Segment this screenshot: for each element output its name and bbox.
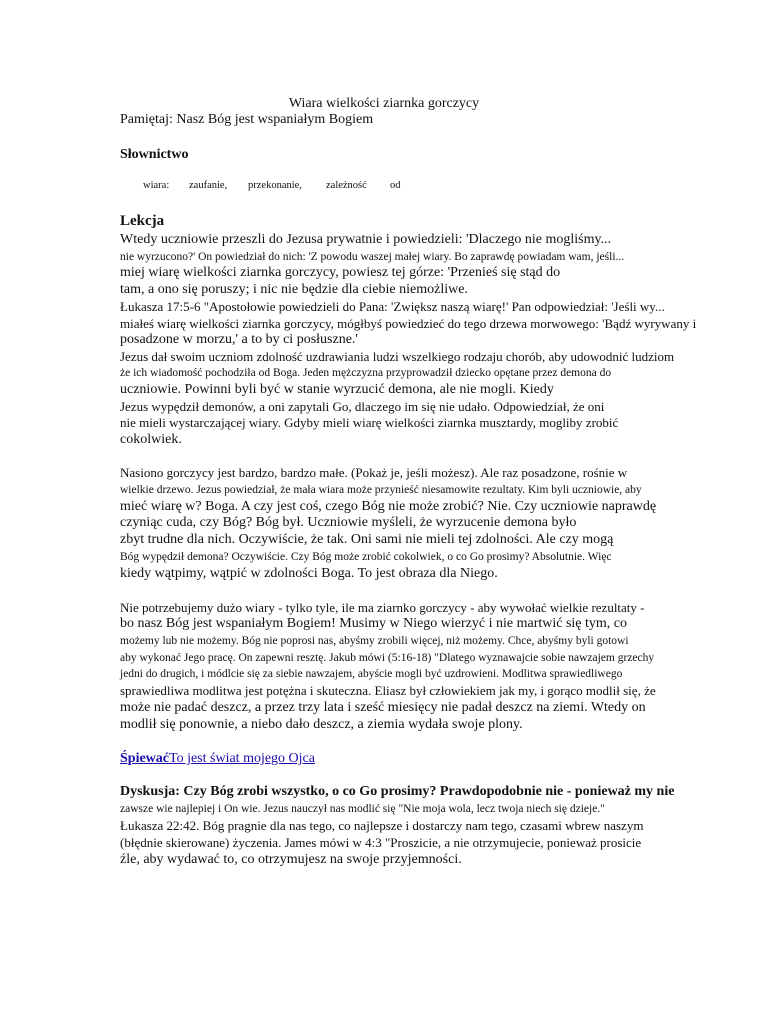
paragraph-line: możemy lub nie możemy. Bóg nie poprosi nas, abyśmy zrobili więcej, niż możemy. Chce, abyśmy byli gotowi bbox=[120, 635, 629, 647]
document-title: Wiara wielkości ziarnka gorczycy bbox=[288, 96, 480, 111]
paragraph-line: aby wykonać Jego pracę. On zapewni resztę. Jakub mówi (5:16-18) "Dlatego wyznawajcie sobie nawzajem grzechy bbox=[120, 652, 655, 664]
lesson-line: posadzone w morzu,' a to by ci posłuszne.' bbox=[120, 332, 358, 347]
lesson-line: tam, a ono się poruszy; i nic nie będzie dla ciebie niemożliwe. bbox=[120, 282, 468, 297]
lesson-heading: Lekcja bbox=[120, 213, 165, 229]
discussion-line: Łukasza 22:42. Bóg pragnie dla nas tego, co najlepsze i dostarczy nam tego, czasami wbrew naszym bbox=[120, 818, 644, 833]
paragraph-line: Nasiono gorczycy jest bardzo, bardzo małe. (Pokaż je, jeśli możesz). Ale raz posadzone, rośnie w bbox=[120, 465, 628, 480]
lesson-line: miej wiarę wielkości ziarnka gorczycy, powiesz tej górze: 'Przenieś się stąd do bbox=[120, 265, 561, 280]
discussion-line: źle, aby wydawać to, co otrzymujesz na swoje przyjemności. bbox=[120, 852, 462, 867]
song-line bbox=[120, 751, 315, 767]
paragraph-line: może nie padać deszcz, a przez trzy lata i sześć miesięcy nie padał deszcz na ziemi. Wtedy on bbox=[120, 700, 646, 715]
paragraph-line: bo nasz Bóg jest wspaniałym Bogiem! Musimy w Niego wierzyć i nie martwić się tym, co bbox=[120, 616, 628, 631]
lesson-line: nie wyrzucono?' On powiedział do nich: 'Z powodu waszej małej wiary. Bo zaprawdę powiadam wam, jeśli... bbox=[120, 251, 625, 263]
vocab-word: przekonanie, bbox=[248, 180, 302, 191]
paragraph-line: zbyt trudne dla nich. Oczywiście, że tak. Oni sami nie mieli tej zdolności. Ale czy mogą bbox=[120, 532, 614, 547]
paragraph-line: Bóg wypędził demona? Oczywiście. Czy Bóg może zrobić cokolwiek, o co Go prosimy? Absolutnie. Więc bbox=[120, 551, 612, 563]
discussion-line: zawsze wie najlepiej i On wie. Jezus nauczył nas modlić się "Nie moja wola, lecz twoja niech się dzieje." bbox=[120, 803, 605, 815]
paragraph-line: mieć wiarę w? Boga. A czy jest coś, czego Bóg nie może zrobić? Nie. Czy uczniowie naprawdę bbox=[120, 499, 657, 514]
vocab-word: zaufanie, bbox=[189, 180, 228, 191]
paragraph-line: jedni do drugich, i módlcie się za siebie nawzajem, abyście mogli być uzdrowieni. Modlitwa sprawiedliwego bbox=[120, 668, 623, 680]
vocab-word: zależność bbox=[326, 180, 367, 191]
lesson-line: cokolwiek. bbox=[120, 432, 182, 447]
vocab-word: od bbox=[390, 180, 401, 191]
lesson-line: Łukasza 17:5-6 "Apostołowie powiedzieli do Pana: 'Zwiększ naszą wiarę!' Pan odpowiedział: 'Jeśli wy... bbox=[120, 299, 665, 314]
song-label-link[interactable]: Śpiewać bbox=[120, 751, 169, 766]
lesson-line: uczniowie. Powinni byli być w stanie wyrzucić demona, ale nie mogli. Kiedy bbox=[120, 382, 554, 397]
paragraph-line: sprawiedliwa modlitwa jest potężna i skuteczna. Eliasz był człowiekiem jak my, i gorąco modlił się, że bbox=[120, 683, 656, 698]
paragraph-line: modlił się ponownie, a niebo dało deszcz, a ziemia wydała swoje plony. bbox=[120, 717, 523, 732]
song-title-link[interactable]: To jest świat mojego Ojca bbox=[169, 751, 315, 766]
lesson-line: miałeś wiarę wielkości ziarnka gorczycy, mógłbyś powiedzieć do tego drzewa morwowego: 'Bądź wyrywany i bbox=[120, 316, 697, 331]
discussion-heading-line: Dyskusja: Czy Bóg zrobi wszystko, o co Go prosimy? Prawdopodobnie nie - ponieważ my nie bbox=[120, 784, 675, 799]
lesson-line: Wtedy uczniowie przeszli do Jezusa prywatnie i powiedzieli: 'Dlaczego nie mogliśmy... bbox=[120, 232, 612, 247]
paragraph-line: czyniąc cuda, czy Bóg? Bóg był. Uczniowie myśleli, że wyrzucenie demona było bbox=[120, 515, 577, 530]
paragraph-line: kiedy wątpimy, wątpić w zdolności Boga. To jest obraza dla Niego. bbox=[120, 566, 498, 581]
paragraph-line: wielkie drzewo. Jezus powiedział, że mała wiara może przynieść niesamowite rezultaty. Kim byli uczniowie, aby bbox=[120, 484, 642, 496]
document-subtitle: Pamiętaj: Nasz Bóg jest wspaniałym Bogiem bbox=[120, 112, 374, 127]
lesson-line: Jezus dał swoim uczniom zdolność uzdrawiania ludzi wszelkiego rodzaju chorób, aby udowodnić ludziom bbox=[120, 349, 675, 364]
paragraph-line: Nie potrzebujemy dużo wiary - tylko tyle, ile ma ziarnko gorczycy - aby wywołać wielkie rezultaty - bbox=[120, 600, 645, 615]
lesson-line: nie mieli wystarczającej wiary. Gdyby mieli wiarę wielkości ziarnka musztardy, mogliby zrobić bbox=[120, 415, 619, 430]
vocab-word: wiara: bbox=[143, 180, 170, 191]
lesson-line: że ich wiadomość pochodziła od Boga. Jeden mężczyzna przyprowadził dziecko opętane przez demona do bbox=[120, 367, 612, 379]
vocab-heading: Słownictwo bbox=[120, 147, 189, 162]
lesson-line: Jezus wypędził demonów, a oni zapytali Go, dlaczego im się nie udało. Odpowiedział, że oni bbox=[120, 399, 605, 414]
discussion-line: (błędnie skierowane) życzenia. James mówi w 4:3 "Proszicie, a nie otrzymujecie, ponieważ prosicie bbox=[120, 835, 642, 850]
